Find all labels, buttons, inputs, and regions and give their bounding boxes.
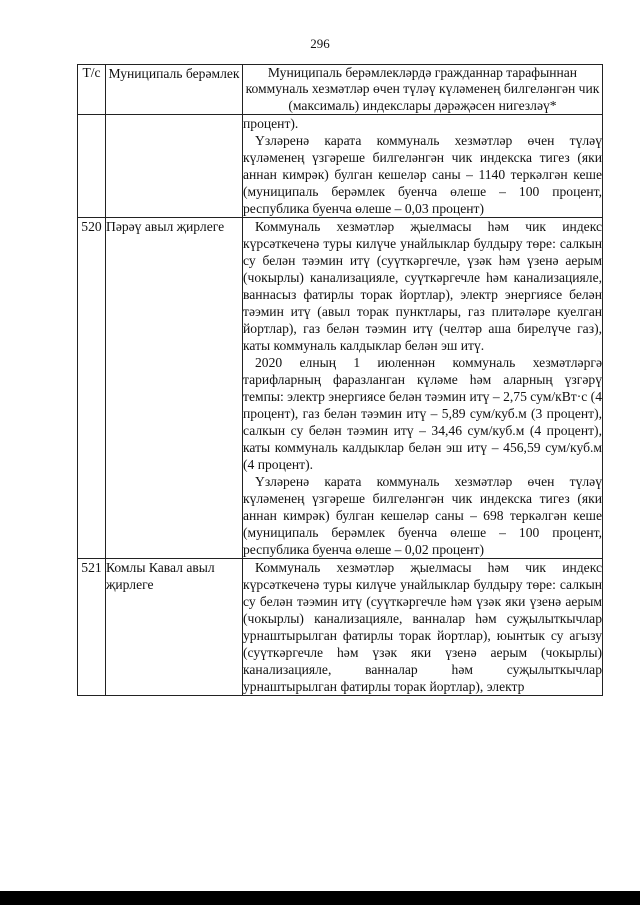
header-municipality: Муниципаль берәмлек [106,65,243,115]
table-row [78,115,603,218]
header-number: Т/с [78,65,106,115]
scan-border [0,891,640,905]
page-number: 296 [310,36,330,51]
table-header-row [78,65,603,115]
row-municipality: Комлы Кавал авыл җирлеге [106,559,243,696]
table-row [78,218,603,559]
paragraph: процент). [243,116,299,132]
row-description [243,559,603,696]
header-description: Муниципаль берәмлекләрдә гражданнар тарафыннан коммуналь хезмәтләр өчен түләү күләменең билгеләнгән чик (максималь) индекслары дәрәҗәсен нигезләү* [243,65,603,115]
row-number: 521 [78,559,106,696]
row-number [78,115,106,218]
table-row [78,559,603,696]
row-municipality [106,115,243,218]
row-municipality: Пәрәү авыл җирлеге [106,218,243,559]
row-number: 520 [78,218,106,559]
paragraph: Үзләренә карата коммуналь хезмәтләр өчен түләү күләменең үзгәреше билгеләнгән чик индекска тигез (яки аннан кимрәк) булган кешеләр саны – 1140 теркәлгән кеше (муниципаль берәмлек буенча өлеше – 100 процент, республика буенча өлеше – 0,03 процент) [243,133,602,217]
paragraph: Коммуналь хезмәтләр җыелмасы һәм чик индекс күрсәткеченә туры килүче унайлыклар булдыру төре: салкын су белән тәэмин итү (суүткәргечле, үзәк һәм үзенә аерым (чокырлы) канализацияле, суүткәргечле һәм канализацияле, ваннасыз фатирлы торак йортлар), электр энергиясе белән тәэмин итү (авыл торак пунктлары, газ плитәләре куелган йортлар), газ белән тәэмин итү (челтәр аша бирелүче газ), каты коммуналь калдыклар белән эш итү. [243,219,602,354]
tariff-table [77,64,603,696]
paragraph: Үзләренә карата коммуналь хезмәтләр өчен түләү күләменең үзгәреше билгеләнгән чик индекска тигез (яки аннан кимрәк) булган кешеләр саны – 698 теркәлгән кеше (муниципаль берәмлек буенча өлеше – 100 процент, республика буенча өлеше – 0,02 процент) [243,474,602,558]
paragraph: Коммуналь хезмәтләр җыелмасы һәм чик индекс күрсәткеченә туры килүче унайлыклар булдыру төре: салкын су белән тәэмин итү (суүткәргечле һәм үзәк яки үзенә аерым (чокырлы) канализацияле, ванналар һәм суҗылыткычлар урнаштырылган фатирлы торак йортлар), юынтык су агызу (суүткәргечле һәм үзәк яки үзенә аерым (чокырлы) канализацияле, ванналар һәм суҗылыткычлар урнаштырылган фатирлы торак йортлар), электр [243,560,602,695]
paragraph: 2020 елның 1 июленнән коммуналь хезмәтләргә тарифларның фаразланган күләме һәм аларның үзгәрү темпы: электр энергиясе белән тәэмин итү – 2,75 сум/кВт·с (4 процент), газ белән тәэмин итү – 5,89 сум/куб.м (3 процент), салкын су белән тәэмин итү – 34,46 сум/куб.м (4 процент), каты коммуналь калдыклар белән эш итү – 456,59 сум/куб.м (4 процент). [243,355,603,473]
row-description [243,218,603,559]
row-description [243,115,603,218]
